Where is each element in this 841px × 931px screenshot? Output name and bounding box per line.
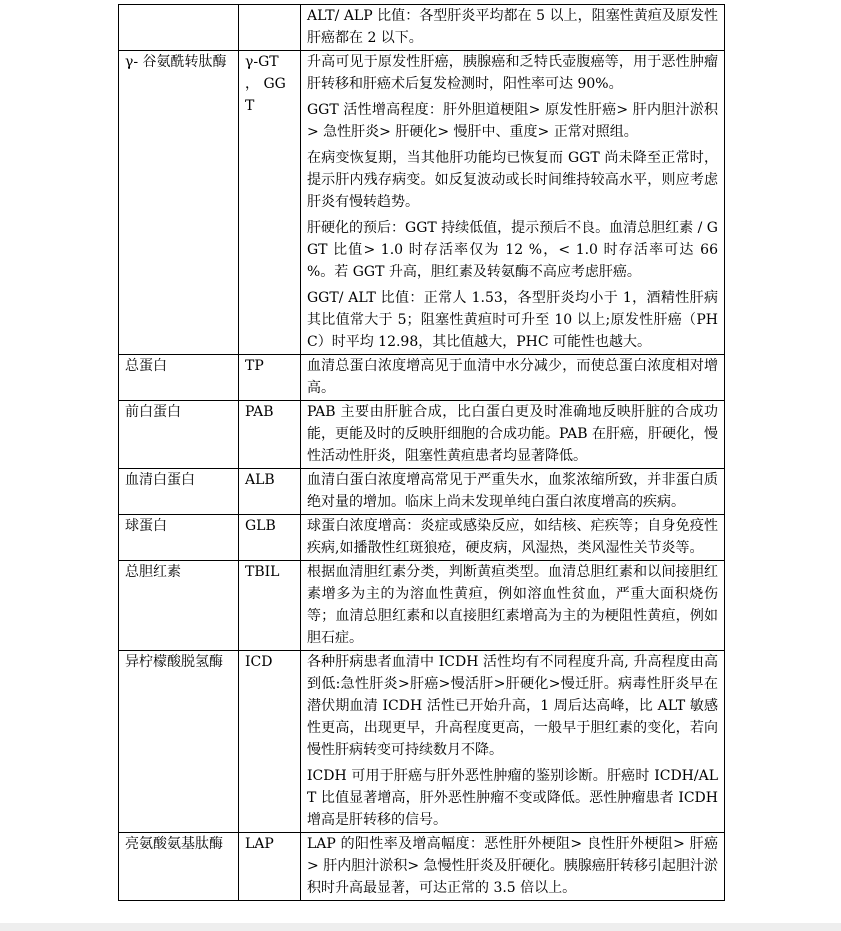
test-name-cell: 总胆红素 [119, 561, 239, 651]
test-name-cell: 异柠檬酸脱氢酶 [119, 651, 239, 833]
description-cell [301, 651, 725, 833]
description-paragraph: PAB 主要由肝脏合成，比白蛋白更及时准确地反映肝脏的合成功能，更能及时的反映肝细胞的合成功能。PAB 在肝癌，肝硬化，慢性活动性肝炎，阻塞性黄疸患者均显著降低。 [307, 404, 718, 464]
test-name-cell: 前白蛋白 [119, 401, 239, 469]
abbreviation-cell: GLB [239, 515, 301, 561]
description-paragraph: 升高可见于原发性肝癌，胰腺癌和乏特氏壶腹癌等，用于恶性肿瘤肝转移和肝癌术后复发检测时，阳性率可达 90%。 [307, 54, 718, 92]
abbreviation-cell: TP [239, 355, 301, 401]
table-row [119, 833, 725, 901]
description-paragraph: 肝硬化的预后：GGT 持续低值，提示预后不良。血清总胆红素 / GGT 比值> 1.0 时存活率仅为 12 %，< 1.0 时存活率可达 66 %。若 GGT 升高，胆红素及转氨酶不高应考虑肝癌。 [307, 220, 718, 280]
description-paragraph: GGT/ ALT 比值：正常人 1.53，各型肝炎均小于 1，酒精性肝病其比值常大于 5；阻塞性黄疸时可升至 10 以上;原发性肝癌（PHC）时平均 12.98，其比值越大，PHC 可能性也越大。 [307, 290, 718, 350]
abbreviation-cell [239, 5, 301, 51]
lab-test-table [118, 4, 725, 901]
abbreviation-cell: TBIL [239, 561, 301, 651]
test-name-cell [119, 5, 239, 51]
table-row [119, 355, 725, 401]
description-paragraph: 在病变恢复期，当其他肝功能均已恢复而 GGT 尚未降至正常时，提示肝内残存病变。如反复波动或长时间维持较高水平，则应考虑肝炎有慢转趋势。 [307, 150, 718, 210]
description-cell [301, 833, 725, 901]
table-row [119, 51, 725, 355]
abbreviation-cell: ALB [239, 469, 301, 515]
test-name-cell: γ- 谷氨酰转肽酶 [119, 51, 239, 355]
description-cell [301, 401, 725, 469]
description-paragraph: ICDH 可用于肝癌与肝外恶性肿瘤的鉴别诊断。肝癌时 ICDH/ALT 比值显著增高，肝外恶性肿瘤不变或降低。恶性肿瘤患者 ICDH 增高是肝转移的信号。 [307, 768, 718, 828]
description-paragraph: 血清白蛋白浓度增高常见于严重失水，血浆浓缩所致，并非蛋白质绝对量的增加。临床上尚未发现单纯白蛋白浓度增高的疾病。 [307, 472, 718, 510]
test-name-cell: 亮氨酸氨基肽酶 [119, 833, 239, 901]
test-name-cell: 球蛋白 [119, 515, 239, 561]
description-cell [301, 561, 725, 651]
table-body [119, 5, 725, 901]
table-row [119, 5, 725, 51]
description-paragraph: 球蛋白浓度增高：炎症或感染反应，如结核、疟疾等；自身免疫性疾病,如播散性红斑狼疮，硬皮病，风湿热，类风湿性关节炎等。 [307, 518, 718, 556]
bottom-scroll-strip [0, 923, 841, 931]
table-row [119, 401, 725, 469]
description-paragraph: GGT 活性增高程度：肝外胆道梗阻> 原发性肝癌> 肝内胆汁淤积> 急性肝炎> 肝硬化> 慢肝中、重度> 正常对照组。 [307, 102, 718, 140]
table-row [119, 469, 725, 515]
description-cell [301, 51, 725, 355]
abbreviation-cell: ICD [239, 651, 301, 833]
description-paragraph: ALT/ ALP 比值：各型肝炎平均都在 5 以上，阻塞性黄疸及原发性肝癌都在 2 以下。 [307, 8, 718, 46]
abbreviation-cell: PAB [239, 401, 301, 469]
table-row [119, 515, 725, 561]
description-cell [301, 5, 725, 51]
description-cell [301, 469, 725, 515]
test-name-cell: 血清白蛋白 [119, 469, 239, 515]
description-paragraph: 血清总蛋白浓度增高见于血清中水分减少，而使总蛋白浓度相对增高。 [307, 358, 718, 396]
description-paragraph: LAP 的阳性率及增高幅度：恶性肝外梗阻> 良性肝外梗阻> 肝癌> 肝内胆汁淤积> 急慢性肝炎及肝硬化。胰腺癌肝转移引起胆汁淤积时升高最显著，可达正常的 3.5 倍以上。 [307, 836, 718, 896]
abbreviation-cell: LAP [239, 833, 301, 901]
description-cell [301, 355, 725, 401]
abbreviation-cell: γ-GT ， GGT [239, 51, 301, 355]
description-paragraph: 根据血清胆红素分类，判断黄疸类型。血清总胆红素和以间接胆红素增多为主的为溶血性黄疸，例如溶血性贫血，严重大面积烧伤等；血清总胆红素和以直接胆红素增高为主的为梗阻性黄疸，例如胆石症。 [307, 564, 718, 646]
description-paragraph: 各种肝病患者血清中 ICDH 活性均有不同程度升高, 升高程度由高到低:急性肝炎>肝癌>慢活肝>肝硬化>慢迁肝。病毒性肝炎早在潜伏期血清 ICDH 活性已开始升高，1 周后达高峰，比 ALT 敏感性更高，出现更早，升高程度更高，一般早于胆红素的变化，若向慢性肝病转变可持续数月不降。 [307, 654, 718, 758]
table-row [119, 561, 725, 651]
test-name-cell: 总蛋白 [119, 355, 239, 401]
description-cell [301, 515, 725, 561]
table-row [119, 651, 725, 833]
